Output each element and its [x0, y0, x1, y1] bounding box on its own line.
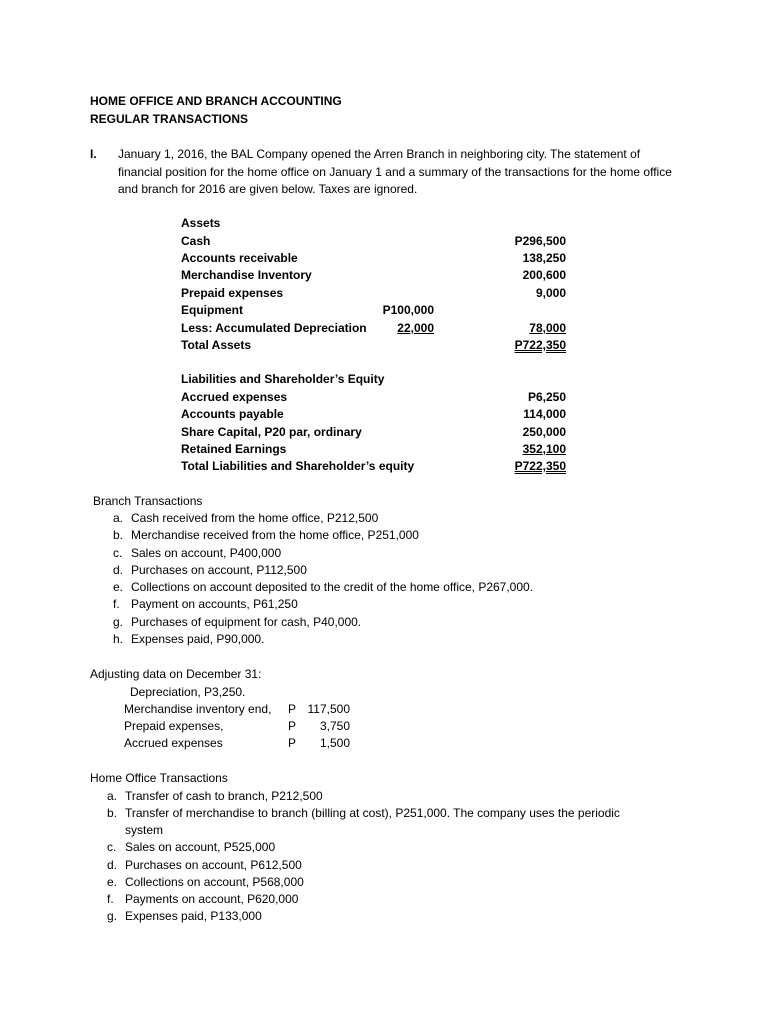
liability-value: P6,250 [527, 390, 566, 404]
liability-label: Accrued expenses [181, 390, 288, 404]
branch-heading: Branch Transactions [93, 494, 203, 508]
asset-label: Prepaid expenses [181, 286, 284, 300]
liabilities-heading: Liabilities and Shareholder’s Equity [181, 372, 385, 386]
liability-label: Retained Earnings [181, 442, 287, 456]
page-subtitle: REGULAR TRANSACTIONS [90, 112, 248, 126]
asset-label: Equipment [181, 303, 243, 317]
liability-value: 114,000 [523, 407, 566, 421]
home-office-heading: Home Office Transactions [90, 771, 228, 785]
asset-label: Accounts receivable [181, 251, 298, 265]
asset-value: 200,600 [522, 268, 566, 282]
adjusting-value: 1,500 [319, 736, 350, 750]
adjusting-heading: Adjusting data on December 31: [90, 667, 262, 681]
adjusting-value: 117,500 [307, 702, 350, 716]
asset-value: 78,000 [529, 321, 566, 335]
liability-value: 250,000 [522, 425, 566, 439]
total-liabilities-label: Total Liabilities and Shareholder’s equity [181, 459, 415, 473]
liability-value: 352,100 [522, 442, 566, 456]
adjusting-label: Merchandise inventory end, [124, 702, 272, 716]
total-assets-value: P722,350 [514, 338, 566, 352]
assets-heading: Assets [181, 216, 221, 230]
adjusting-currency: P [288, 719, 297, 733]
adjusting-value: 3,750 [319, 719, 350, 733]
adjusting-currency: P [288, 736, 297, 750]
adjusting-label: Accrued expenses [124, 736, 223, 750]
problem-text: January 1, 2016, the BAL Company opened the Arren Branch in neighboring city. The statement of financial position for the home office on January 1 and a summary of the transactions for the home office and branch for 2016 are given below. Taxes are ignored. [118, 147, 672, 196]
liability-label: Share Capital, P20 par, ordinary [181, 425, 362, 439]
liability-label: Accounts payable [181, 407, 284, 421]
adjusting-label: Prepaid expenses, [124, 719, 224, 733]
total-liabilities-value: P722,350 [514, 459, 566, 473]
asset-value: 138,250 [522, 251, 566, 265]
problem-number: I. [90, 147, 97, 161]
asset-label: Less: Accumulated Depreciation [181, 321, 367, 335]
adjusting-depreciation: Depreciation, P3,250. [130, 685, 246, 699]
asset-mid-value: 22,000 [397, 321, 434, 335]
total-assets-label: Total Assets [181, 338, 252, 352]
asset-label: Merchandise Inventory [181, 268, 312, 282]
asset-value: 9,000 [535, 286, 566, 300]
adjusting-currency: P [288, 702, 297, 716]
asset-mid-value: P100,000 [382, 303, 434, 317]
asset-value: P296,500 [514, 234, 566, 248]
asset-label: Cash [181, 234, 211, 248]
page-title: HOME OFFICE AND BRANCH ACCOUNTING [90, 94, 342, 108]
